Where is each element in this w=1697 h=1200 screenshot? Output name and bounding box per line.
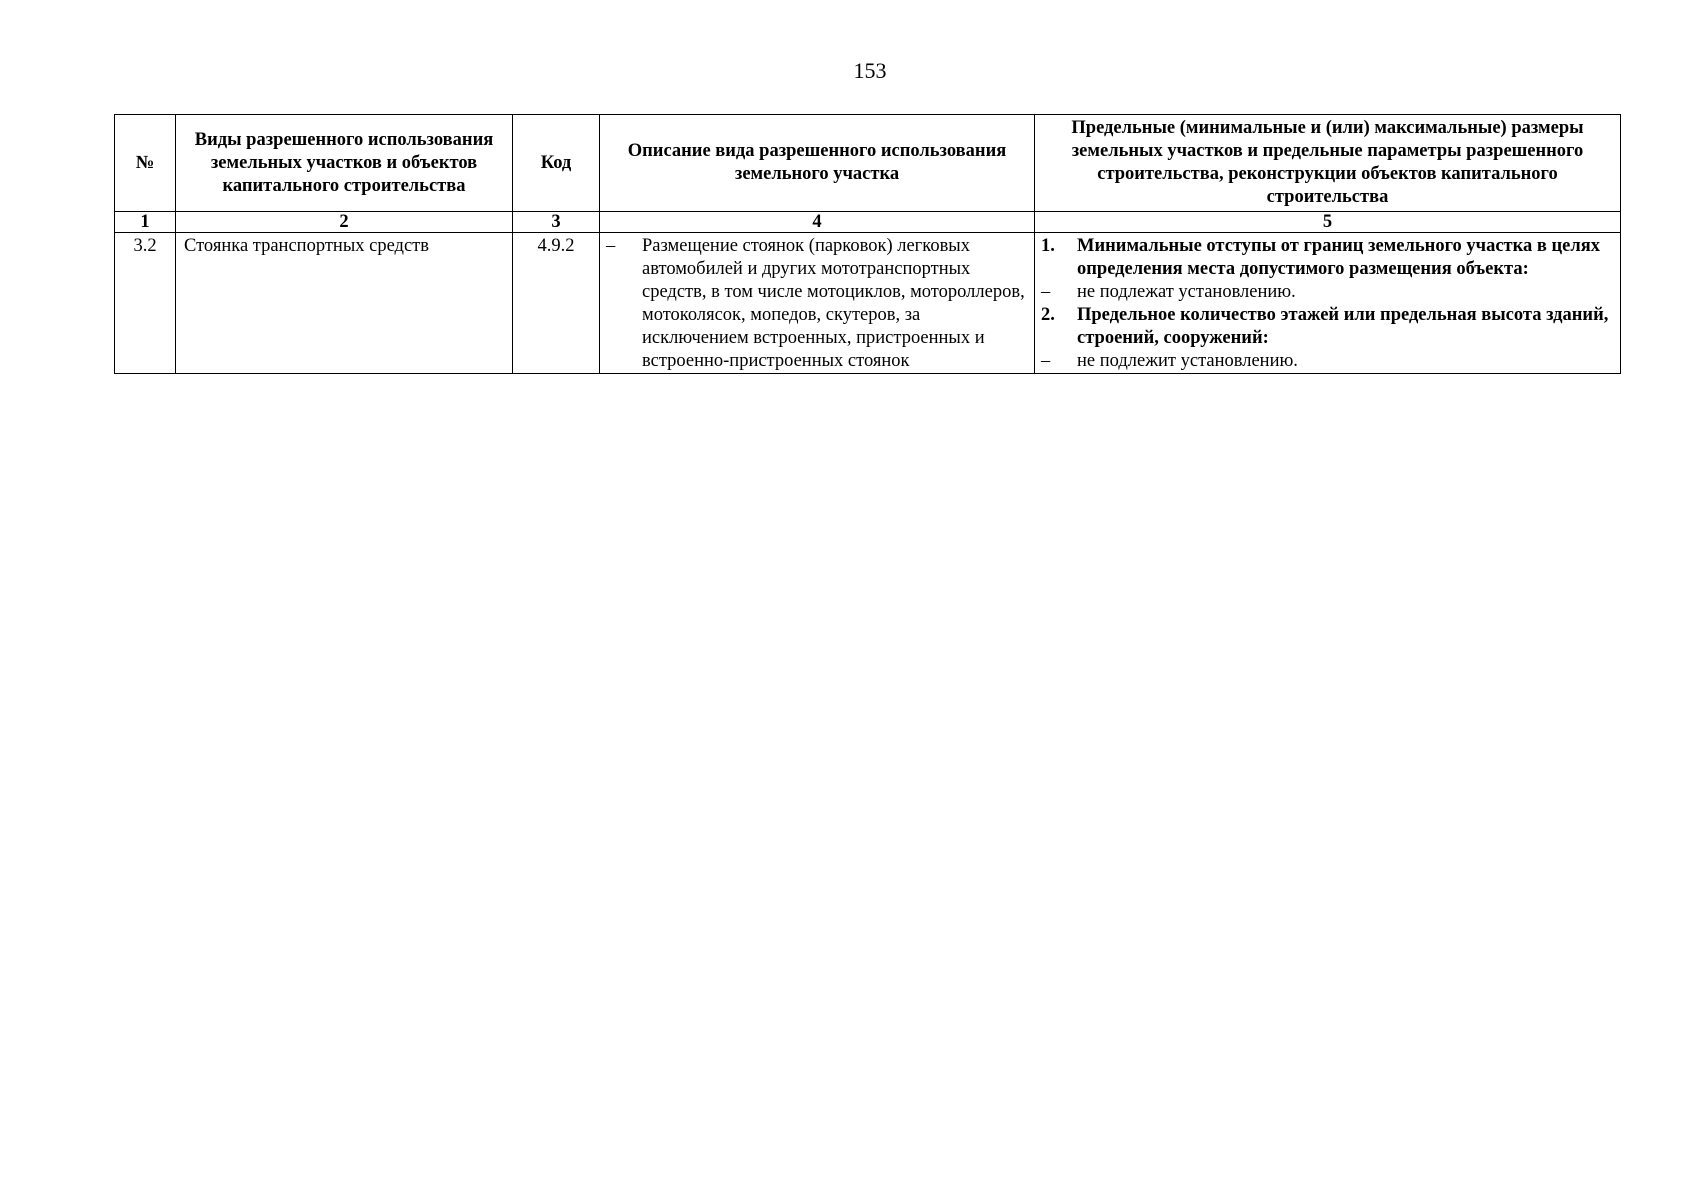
column-number-row — [115, 212, 1621, 233]
row-type: Стоянка транспортных средств — [176, 233, 513, 374]
column-number: 3 — [513, 212, 600, 233]
list-marker: 1. — [1041, 236, 1055, 256]
limit-item — [1041, 281, 1614, 304]
column-number: 4 — [600, 212, 1035, 233]
description-text: Размещение стоянок (парковок) легковых автомобилей и других мототранспортных средств, в том числе мотоциклов, мотороллеров, мотоколясок, мопедов, скутеров, за исключением встроенных, пристроенных и встроенно-пристроенных стоянок — [642, 236, 1025, 371]
limit-text: Минимальные отступы от границ земельного участка в целях определения места допустимого размещения объекта: — [1077, 236, 1600, 279]
table-header-row — [115, 115, 1621, 212]
list-marker: 2. — [1041, 305, 1055, 325]
list-marker: – — [1041, 282, 1051, 302]
limit-item — [1041, 350, 1614, 373]
regulations-table — [114, 114, 1621, 374]
row-limits — [1035, 233, 1621, 374]
page-number: 153 — [853, 58, 887, 83]
limit-text: Предельное количество этажей или предельная высота зданий, строений, сооружений: — [1077, 305, 1609, 348]
limit-item — [1041, 304, 1614, 350]
row-number: 3.2 — [115, 233, 176, 374]
dash-marker: – — [606, 236, 616, 256]
header-description: Описание вида разрешенного использования земельного участка — [600, 115, 1035, 212]
column-number: 1 — [115, 212, 176, 233]
limit-text: не подлежит установлению. — [1077, 351, 1298, 371]
header-no: № — [115, 115, 176, 212]
limit-item — [1041, 235, 1614, 281]
description-item — [606, 235, 1028, 373]
header-limits: Предельные (минимальные и (или) максимальные) размеры земельных участков и предельные параметры разрешенного строительства, реконструкции объектов капитального строительства — [1035, 115, 1621, 212]
row-description — [600, 233, 1035, 374]
column-number: 2 — [176, 212, 513, 233]
list-marker: – — [1041, 351, 1051, 371]
column-number: 5 — [1035, 212, 1621, 233]
header-code: Код — [513, 115, 600, 212]
limit-text: не подлежат установлению. — [1077, 282, 1296, 302]
row-code: 4.9.2 — [513, 233, 600, 374]
table-row — [115, 233, 1621, 374]
header-types: Виды разрешенного использования земельных участков и объектов капитального строительства — [176, 115, 513, 212]
